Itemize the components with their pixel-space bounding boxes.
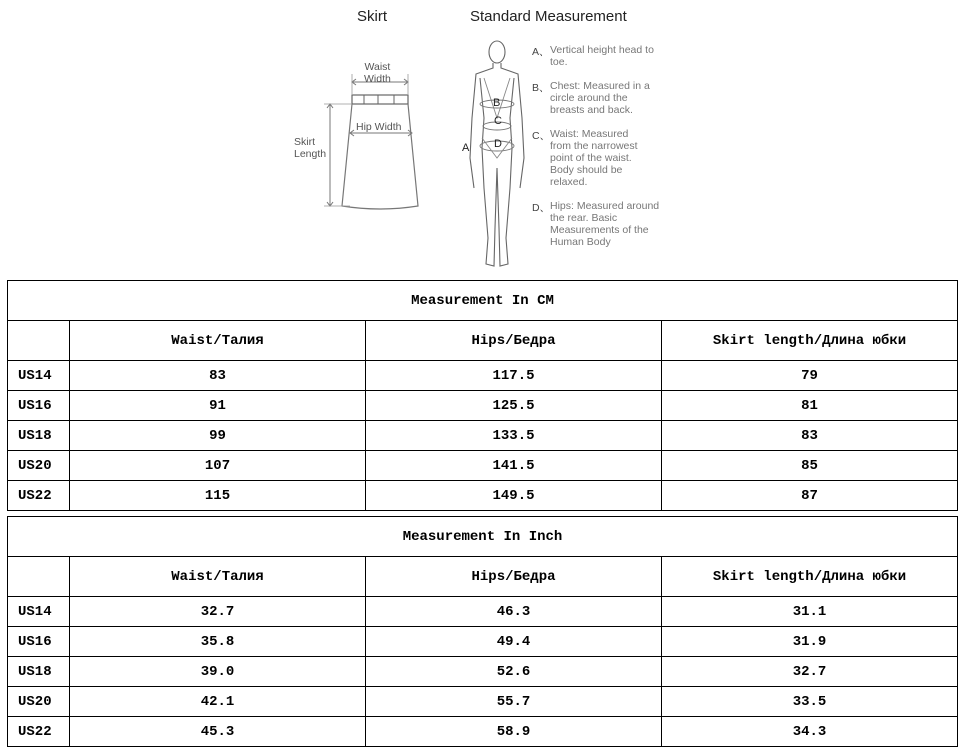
size-cell: US18 bbox=[8, 421, 70, 451]
waist-cell: 91 bbox=[70, 391, 366, 421]
table-row bbox=[8, 361, 958, 391]
cm-header-skirt-length: Skirt length/Длина юбки bbox=[662, 321, 958, 361]
legend-text-c: Waist: Measured from the narrowest point of the waist. Body should be relaxed. bbox=[550, 128, 638, 188]
skirt-length-cell: 81 bbox=[662, 391, 958, 421]
body-letter-b: B bbox=[493, 97, 501, 109]
inch-header-row bbox=[8, 557, 958, 597]
body-figure bbox=[462, 38, 532, 270]
hips-cell: 133.5 bbox=[366, 421, 662, 451]
size-cell: US16 bbox=[8, 391, 70, 421]
cm-header-waist: Waist/Талия bbox=[70, 321, 366, 361]
size-cell: US22 bbox=[8, 717, 70, 747]
waist-cell: 45.3 bbox=[70, 717, 366, 747]
legend-letter-a: A、 bbox=[532, 46, 550, 58]
waist-cell: 115 bbox=[70, 481, 366, 511]
inch-header-hips: Hips/Бедра bbox=[366, 557, 662, 597]
cm-header-size bbox=[8, 321, 70, 361]
waist-cell: 35.8 bbox=[70, 627, 366, 657]
legend-text-a: Vertical height head to toe. bbox=[550, 44, 654, 68]
hips-cell: 141.5 bbox=[366, 451, 662, 481]
body-letter-a: A bbox=[462, 142, 470, 154]
size-cell: US22 bbox=[8, 481, 70, 511]
hips-cell: 58.9 bbox=[366, 717, 662, 747]
table-row bbox=[8, 657, 958, 687]
cm-header-hips: Hips/Бедра bbox=[366, 321, 662, 361]
legend-text-b: Chest: Measured in a circle around the breasts and back. bbox=[550, 80, 650, 116]
size-cell: US14 bbox=[8, 597, 70, 627]
standard-measurement-title: Standard Measurement bbox=[470, 8, 627, 25]
skirt-length-cell: 31.9 bbox=[662, 627, 958, 657]
skirt-title: Skirt bbox=[357, 8, 387, 25]
table-row bbox=[8, 391, 958, 421]
waist-cell: 99 bbox=[70, 421, 366, 451]
waist-cell: 42.1 bbox=[70, 687, 366, 717]
measurement-cm-table bbox=[7, 280, 958, 511]
hips-cell: 149.5 bbox=[366, 481, 662, 511]
legend-letter-b: B、 bbox=[532, 82, 550, 94]
cm-header-row bbox=[8, 321, 958, 361]
hips-cell: 125.5 bbox=[366, 391, 662, 421]
hips-cell: 52.6 bbox=[366, 657, 662, 687]
inch-table-title: Measurement In Inch bbox=[8, 517, 958, 557]
table-row bbox=[8, 717, 958, 747]
inch-header-size bbox=[8, 557, 70, 597]
skirt-length-cell: 34.3 bbox=[662, 717, 958, 747]
skirt-length-cell: 87 bbox=[662, 481, 958, 511]
table-row bbox=[8, 687, 958, 717]
hips-cell: 55.7 bbox=[366, 687, 662, 717]
waist-cell: 107 bbox=[70, 451, 366, 481]
inch-header-waist: Waist/Талия bbox=[70, 557, 366, 597]
table-row bbox=[8, 481, 958, 511]
waist-cell: 32.7 bbox=[70, 597, 366, 627]
hips-cell: 49.4 bbox=[366, 627, 662, 657]
size-cell: US18 bbox=[8, 657, 70, 687]
size-cell: US20 bbox=[8, 687, 70, 717]
skirt-length-cell: 79 bbox=[662, 361, 958, 391]
legend-letter-d: D、 bbox=[532, 202, 551, 214]
size-cell: US14 bbox=[8, 361, 70, 391]
waist-cell: 39.0 bbox=[70, 657, 366, 687]
hips-cell: 46.3 bbox=[366, 597, 662, 627]
body-letter-c: C bbox=[494, 115, 502, 127]
table-row bbox=[8, 421, 958, 451]
measurement-figure bbox=[0, 0, 962, 276]
cm-table-title: Measurement In CM bbox=[8, 281, 958, 321]
waist-cell: 83 bbox=[70, 361, 366, 391]
table-row bbox=[8, 597, 958, 627]
table-row bbox=[8, 627, 958, 657]
size-cell: US16 bbox=[8, 627, 70, 657]
table-row bbox=[8, 451, 958, 481]
skirt-length-cell: 32.7 bbox=[662, 657, 958, 687]
body-letter-d: D bbox=[494, 138, 502, 150]
skirt-length-cell: 33.5 bbox=[662, 687, 958, 717]
skirt-length-cell: 83 bbox=[662, 421, 958, 451]
inch-header-skirt-length: Skirt length/Длина юбки bbox=[662, 557, 958, 597]
size-cell: US20 bbox=[8, 451, 70, 481]
waist-width-label: Waist Width bbox=[364, 61, 391, 85]
skirt-length-cell: 85 bbox=[662, 451, 958, 481]
hip-width-label: Hip Width bbox=[356, 121, 402, 133]
skirt-length-label: Skirt Length bbox=[294, 136, 327, 160]
measurement-inch-table bbox=[7, 516, 958, 747]
hips-cell: 117.5 bbox=[366, 361, 662, 391]
skirt-length-cell: 31.1 bbox=[662, 597, 958, 627]
legend-text-d: Hips: Measured around the rear. Basic Measurements of the Human Body bbox=[550, 200, 660, 248]
legend-letter-c: C、 bbox=[532, 130, 551, 142]
